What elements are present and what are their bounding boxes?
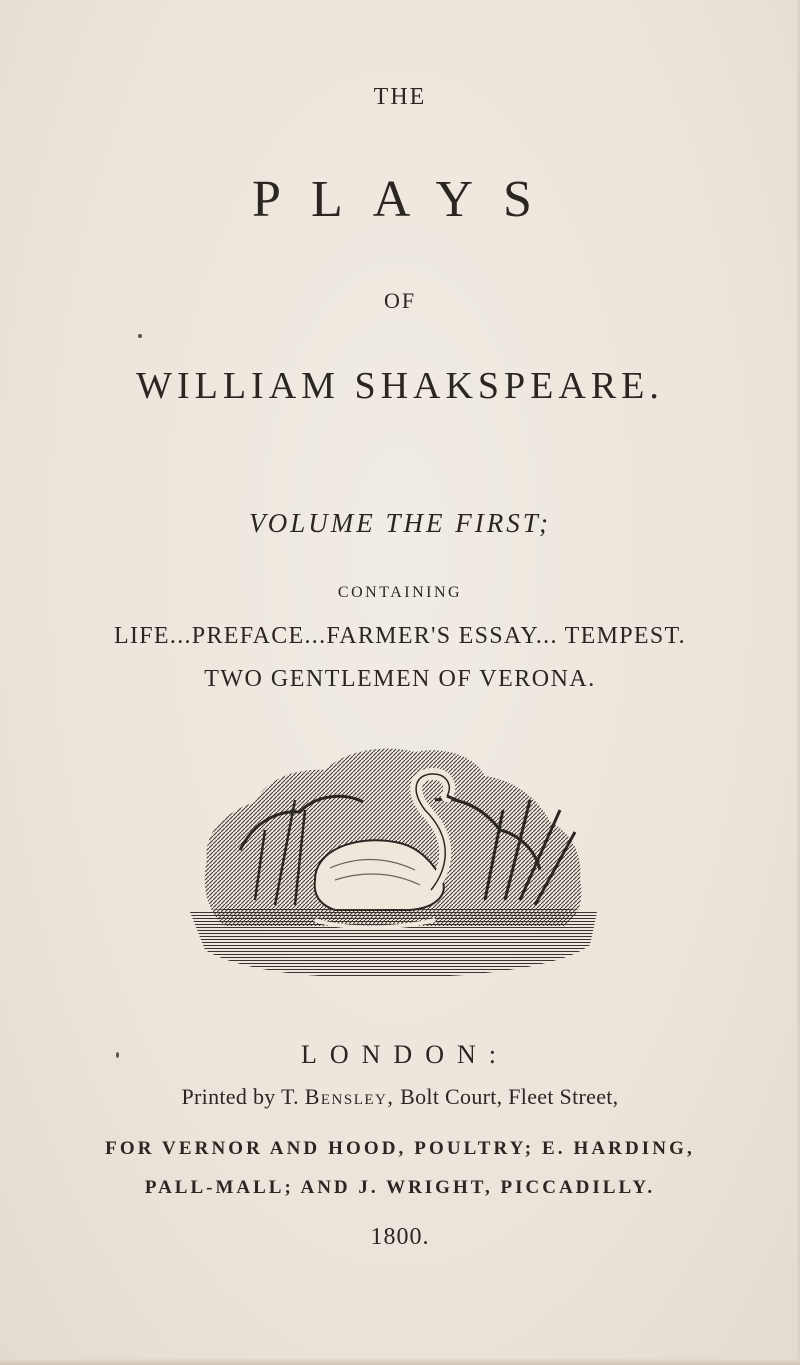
imprint-city: LONDON: [301, 1040, 509, 1069]
title-plays: PLAYS [252, 171, 562, 228]
publisher-line-1: FOR VERNOR AND HOOD, POULTRY; E. HARDING, [105, 1138, 695, 1159]
volume-heading: VOLUME THE FIRST; [249, 508, 551, 538]
printer-suffix: Bolt Court, Fleet Street, [394, 1084, 619, 1109]
author-name: WILLIAM SHAKSPEARE. [136, 365, 664, 407]
printer-name: Bensley, [304, 1084, 395, 1109]
title-of: OF [383, 288, 417, 313]
page-edge-bottom [0, 1359, 800, 1365]
printer-prefix: Printed by T. [181, 1084, 305, 1109]
swan-engraving-icon [185, 740, 605, 990]
page-edge-right [796, 0, 800, 1365]
contents-line-1: LIFE...PREFACE...FARMER'S ESSAY... TEMPEST. [114, 623, 686, 649]
ink-speck [116, 1052, 119, 1058]
publisher-line-2: PALL-MALL; AND J. WRIGHT, PICCADILLY. [144, 1177, 656, 1198]
containing-label: CONTAINING [337, 584, 463, 601]
printer-line [0, 1084, 800, 1110]
ink-speck [138, 334, 142, 338]
publication-year: 1800. [370, 1224, 430, 1250]
contents-line-2: TWO GENTLEMEN OF VERONA. [204, 666, 596, 692]
title-the: THE [373, 84, 427, 110]
